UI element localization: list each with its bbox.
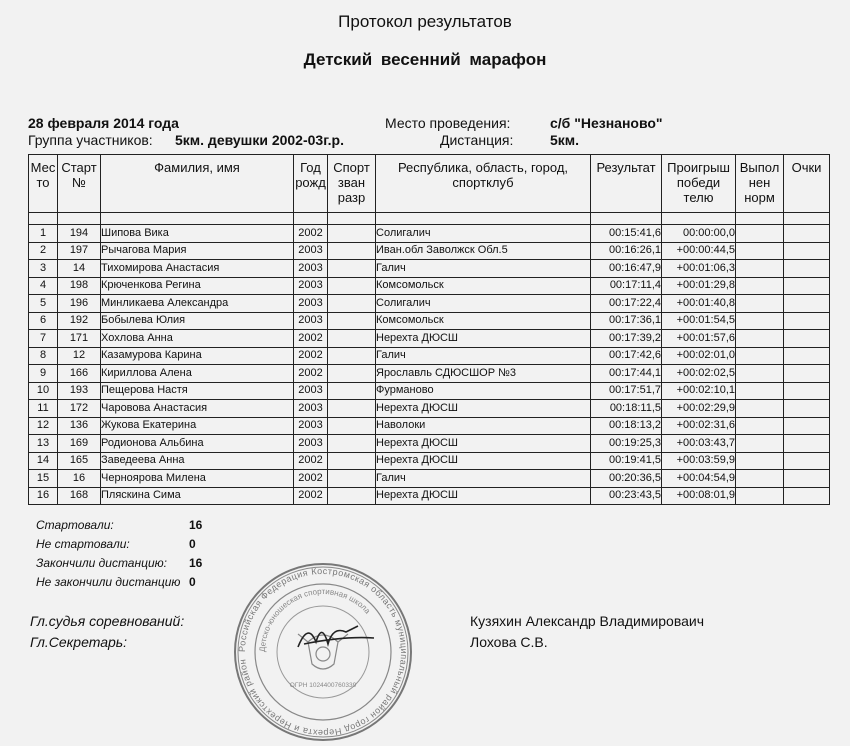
cell-rank — [328, 277, 376, 295]
venue-value: с/б "Незнаново" — [550, 115, 663, 131]
cell-year: 2002 — [294, 452, 328, 470]
group-value: 5км. девушки 2002-03г.р. — [175, 132, 344, 148]
cell-rank — [328, 225, 376, 243]
cell-points — [784, 347, 830, 365]
cell-name: Черноярова Милена — [101, 470, 294, 488]
cell-gap: +00:04:54,9 — [662, 470, 736, 488]
cell-points — [784, 365, 830, 383]
secretary-name: Лохова С.В. — [470, 634, 548, 650]
col-header-club: Республика, область, город, спортклуб — [376, 155, 591, 213]
cell-place: 3 — [29, 260, 58, 278]
cell-name: Шипова Вика — [101, 225, 294, 243]
cell-place: 8 — [29, 347, 58, 365]
stamp-inner-text: Детско-юношеская спортивная школа — [257, 586, 373, 653]
cell-place: 14 — [29, 452, 58, 470]
cell-norm — [736, 312, 784, 330]
cell-place: 13 — [29, 435, 58, 453]
cell-norm — [736, 470, 784, 488]
cell-club: Комсомольск — [376, 312, 591, 330]
cell-points — [784, 312, 830, 330]
cell-gap: +00:03:59,9 — [662, 452, 736, 470]
cell-place: 6 — [29, 312, 58, 330]
cell-norm — [736, 487, 784, 505]
cell-points — [784, 330, 830, 348]
table-gap-row — [29, 213, 830, 225]
cell-club: Комсомольск — [376, 277, 591, 295]
cell-result: 00:20:36,5 — [591, 470, 662, 488]
cell-club: Нерехта ДЮСШ — [376, 452, 591, 470]
cell-year: 2003 — [294, 312, 328, 330]
cell-bib: 166 — [58, 365, 101, 383]
cell-rank — [328, 382, 376, 400]
cell-result: 00:18:11,5 — [591, 400, 662, 418]
cell-gap: +00:01:29,8 — [662, 277, 736, 295]
cell-points — [784, 277, 830, 295]
cell-gap: +00:08:01,9 — [662, 487, 736, 505]
cell-norm — [736, 365, 784, 383]
stamp-outer-text: Российская Федерация Костромская область муниципальный район город Нерехта и Нерехтский район — [236, 565, 410, 739]
table-row — [29, 260, 830, 278]
cell-name: Чаровова Анастасия — [101, 400, 294, 418]
table-row — [29, 435, 830, 453]
cell-place: 10 — [29, 382, 58, 400]
cell-norm — [736, 260, 784, 278]
cell-gap: +00:01:57,6 — [662, 330, 736, 348]
stamp-ogrn: ОГРН 1024400760339 — [289, 682, 357, 689]
cell-club: Нерехта ДЮСШ — [376, 435, 591, 453]
cell-year: 2003 — [294, 242, 328, 260]
cell-norm — [736, 417, 784, 435]
cell-bib: 198 — [58, 277, 101, 295]
cell-bib: 12 — [58, 347, 101, 365]
table-row — [29, 365, 830, 383]
cell-year: 2002 — [294, 470, 328, 488]
cell-year: 2002 — [294, 487, 328, 505]
cell-bib: 165 — [58, 452, 101, 470]
cell-place: 1 — [29, 225, 58, 243]
cell-rank — [328, 242, 376, 260]
cell-year: 2003 — [294, 417, 328, 435]
results-table — [28, 154, 830, 505]
cell-points — [784, 225, 830, 243]
judge-label: Гл.судья соревнований: — [30, 613, 185, 629]
cell-place: 7 — [29, 330, 58, 348]
cell-norm — [736, 295, 784, 313]
document-title: Протокол результатов — [338, 12, 512, 31]
cell-rank — [328, 400, 376, 418]
table-row — [29, 452, 830, 470]
cell-result: 00:19:25,3 — [591, 435, 662, 453]
cell-points — [784, 400, 830, 418]
secretary-label: Гл.Секретарь: — [30, 634, 128, 650]
col-header-rank: Спорт зван разр — [328, 155, 376, 213]
cell-year: 2003 — [294, 382, 328, 400]
cell-name: Минликаева Александра — [101, 295, 294, 313]
col-header-norm: Выпол нен норм — [736, 155, 784, 213]
col-header-place: Мес то — [29, 155, 58, 213]
col-header-bib: Старт № — [58, 155, 101, 213]
table-row — [29, 470, 830, 488]
cell-name: Хохлова Анна — [101, 330, 294, 348]
cell-rank — [328, 330, 376, 348]
cell-gap: 00:00:00,0 — [662, 225, 736, 243]
cell-year: 2002 — [294, 330, 328, 348]
cell-gap: +00:00:44,5 — [662, 242, 736, 260]
cell-result: 00:16:26,1 — [591, 242, 662, 260]
cell-club: Галич — [376, 347, 591, 365]
table-row — [29, 347, 830, 365]
table-row — [29, 312, 830, 330]
cell-norm — [736, 400, 784, 418]
cell-name: Пещерова Настя — [101, 382, 294, 400]
cell-name: Бобылева Юлия — [101, 312, 294, 330]
cell-club: Нерехта ДЮСШ — [376, 487, 591, 505]
cell-bib: 14 — [58, 260, 101, 278]
results-protocol-page: Протокол результатов Детский весенний марафон 28 февраля 2014 года Место проведения: с/б "Незнаново" Группа участников: 5км. девушки 2002-03г.р. Дистанция: 5км. Мес то Старт № Фамилия, имя Год рожд Спорт зван разр Республика, область, город, спортклуб Результат Проигрыш победи телю Выпол нен норм Очки 1 194 Шипова Вика 2002 Солигалич 00:15:41,6 00:00:00,0 2 197 Рычагова Мария 2003 Иван.обл Заволжск Обл.5 00:16:26,1 +00:00:44,5 3 14 Тихомирова Анастасия 2003 Галич 00:16:47,9 +00:01:06,3 4 198 Крюченкова Регина 2003 Комсомольск 00:17:11,4 +00:01:29,8 5 196 Минликаева Александра 2003 Солигалич 00:17:22,4 +00:01:40,8 6 192 Бобылева Юлия 2003 Комсомольск 00:17:36,1 +00:01:54,5 7 171 Хохлова Анна 2002 Нерехта ДЮСШ 00:17:39,2 +00:01:57,6 8 12 Казамурова Карина 2002 Галич 00:17:42,6 +00:02:01,0 9 166 Кириллова Алена 2002 Ярославль СДЮСШОР №3 00:17:44,1 +00:02:02,5 10 193 Пещерова Настя 2003 Фурманово 00:17:51,7 +00:02:10,1 11 172 Чаровова Анастасия 2003 Нерехта ДЮСШ 00:18:11,5 +00:02:29,9 12 136 Жукова Екатерина 2003 Наволоки 00:18:13,2 +00:02:31,6 13 169 Родионова Альбина 2003 Нерехта ДЮСШ 00:19:25,3 +00:03:43,7 14 165 Заведеева Анна 2002 Нерехта ДЮСШ 00:19:41,5 +00:03:59,9 15 16 Черноярова Милена 2002 Галич 00:20:36,5 +00:04:54,9 16 168 Пляскина Сима 2002 Нерехта ДЮСШ 00:23:43,5 +00:08:01,9 Стартовали: 16 Не стартовали: 0 Закончили дистанцию: 16 Не закончили дистанцию 0 Гл.судья соревнований: Кузяхин Александр Владимироваич Гл.Секретарь: Лохова С.В. Российская Федерация Костромская область муниципальный район город Нерехта и Нерехтский район Детско-юношеская спортивная школа ОГРН 1024400760339 — [0, 0, 850, 746]
cell-place: 16 — [29, 487, 58, 505]
cell-result: 00:15:41,6 — [591, 225, 662, 243]
cell-club: Галич — [376, 470, 591, 488]
table-row — [29, 295, 830, 313]
cell-name: Тихомирова Анастасия — [101, 260, 294, 278]
cell-bib: 171 — [58, 330, 101, 348]
cell-club: Солигалич — [376, 225, 591, 243]
cell-points — [784, 382, 830, 400]
cell-club: Наволоки — [376, 417, 591, 435]
cell-place: 12 — [29, 417, 58, 435]
cell-rank — [328, 452, 376, 470]
cell-name: Родионова Альбина — [101, 435, 294, 453]
table-row — [29, 417, 830, 435]
distance-label: Дистанция: — [440, 132, 514, 148]
cell-result: 00:17:39,2 — [591, 330, 662, 348]
cell-rank — [328, 260, 376, 278]
col-header-name: Фамилия, имя — [101, 155, 294, 213]
cell-year: 2002 — [294, 365, 328, 383]
cell-club: Иван.обл Заволжск Обл.5 — [376, 242, 591, 260]
cell-result: 00:17:44,1 — [591, 365, 662, 383]
cell-gap: +00:03:43,7 — [662, 435, 736, 453]
cell-bib: 136 — [58, 417, 101, 435]
judge-name: Кузяхин Александр Владимироваич — [470, 613, 705, 629]
cell-points — [784, 470, 830, 488]
cell-place: 5 — [29, 295, 58, 313]
cell-year: 2003 — [294, 295, 328, 313]
cell-name: Кириллова Алена — [101, 365, 294, 383]
cell-name: Жукова Екатерина — [101, 417, 294, 435]
cell-result: 00:17:36,1 — [591, 312, 662, 330]
cell-name: Крюченкова Регина — [101, 277, 294, 295]
cell-gap: +00:02:01,0 — [662, 347, 736, 365]
venue-label: Место проведения: — [385, 115, 511, 131]
col-header-gap: Проигрыш победи телю — [662, 155, 736, 213]
distance-value: 5км. — [550, 132, 580, 148]
col-header-points: Очки — [784, 155, 830, 213]
cell-gap: +00:02:10,1 — [662, 382, 736, 400]
cell-gap: +00:02:02,5 — [662, 365, 736, 383]
event-date: 28 февраля 2014 года — [28, 115, 179, 131]
cell-bib: 169 — [58, 435, 101, 453]
cell-bib: 196 — [58, 295, 101, 313]
cell-bib: 192 — [58, 312, 101, 330]
cell-norm — [736, 225, 784, 243]
cell-points — [784, 435, 830, 453]
cell-points — [784, 417, 830, 435]
cell-rank — [328, 347, 376, 365]
cell-club: Ярославль СДЮСШОР №3 — [376, 365, 591, 383]
cell-points — [784, 295, 830, 313]
cell-gap: +00:02:29,9 — [662, 400, 736, 418]
group-label: Группа участников: — [28, 132, 153, 148]
cell-club: Солигалич — [376, 295, 591, 313]
cell-rank — [328, 470, 376, 488]
cell-points — [784, 242, 830, 260]
table-row — [29, 382, 830, 400]
cell-norm — [736, 242, 784, 260]
cell-name: Рычагова Мария — [101, 242, 294, 260]
cell-rank — [328, 295, 376, 313]
cell-year: 2003 — [294, 435, 328, 453]
cell-norm — [736, 452, 784, 470]
cell-norm — [736, 330, 784, 348]
cell-place: 11 — [29, 400, 58, 418]
cell-bib: 193 — [58, 382, 101, 400]
cell-result: 00:16:47,9 — [591, 260, 662, 278]
table-row — [29, 225, 830, 243]
table-row — [29, 242, 830, 260]
cell-result: 00:18:13,2 — [591, 417, 662, 435]
cell-norm — [736, 382, 784, 400]
cell-place: 2 — [29, 242, 58, 260]
cell-club: Галич — [376, 260, 591, 278]
cell-norm — [736, 435, 784, 453]
cell-rank — [328, 417, 376, 435]
cell-year: 2003 — [294, 400, 328, 418]
cell-club: Фурманово — [376, 382, 591, 400]
cell-bib: 172 — [58, 400, 101, 418]
table-row — [29, 330, 830, 348]
cell-year: 2002 — [294, 347, 328, 365]
cell-name: Казамурова Карина — [101, 347, 294, 365]
table-row — [29, 400, 830, 418]
cell-rank — [328, 435, 376, 453]
cell-club: Нерехта ДЮСШ — [376, 400, 591, 418]
cell-rank — [328, 312, 376, 330]
table-row — [29, 277, 830, 295]
cell-result: 00:17:22,4 — [591, 295, 662, 313]
cell-result: 00:17:11,4 — [591, 277, 662, 295]
cell-points — [784, 452, 830, 470]
cell-norm — [736, 277, 784, 295]
cell-place: 15 — [29, 470, 58, 488]
cell-year: 2003 — [294, 277, 328, 295]
cell-year: 2003 — [294, 260, 328, 278]
cell-rank — [328, 487, 376, 505]
cell-gap: +00:01:40,8 — [662, 295, 736, 313]
cell-points — [784, 260, 830, 278]
cell-bib: 197 — [58, 242, 101, 260]
table-row — [29, 487, 830, 505]
cell-gap: +00:01:06,3 — [662, 260, 736, 278]
cell-club: Нерехта ДЮСШ — [376, 330, 591, 348]
cell-result: 00:19:41,5 — [591, 452, 662, 470]
cell-name: Заведеева Анна — [101, 452, 294, 470]
cell-year: 2002 — [294, 225, 328, 243]
event-title: Детский весенний марафон — [303, 50, 547, 69]
table-header-row — [29, 155, 830, 213]
cell-gap: +00:02:31,6 — [662, 417, 736, 435]
cell-result: 00:17:51,7 — [591, 382, 662, 400]
cell-bib: 16 — [58, 470, 101, 488]
cell-result: 00:17:42,6 — [591, 347, 662, 365]
cell-points — [784, 487, 830, 505]
cell-name: Пляскина Сима — [101, 487, 294, 505]
cell-place: 4 — [29, 277, 58, 295]
official-stamp-icon — [228, 562, 418, 742]
col-header-result: Результат — [591, 155, 662, 213]
cell-bib: 194 — [58, 225, 101, 243]
cell-gap: +00:01:54,5 — [662, 312, 736, 330]
cell-place: 9 — [29, 365, 58, 383]
cell-rank — [328, 365, 376, 383]
col-header-year: Год рожд — [294, 155, 328, 213]
cell-result: 00:23:43,5 — [591, 487, 662, 505]
cell-norm — [736, 347, 784, 365]
cell-bib: 168 — [58, 487, 101, 505]
